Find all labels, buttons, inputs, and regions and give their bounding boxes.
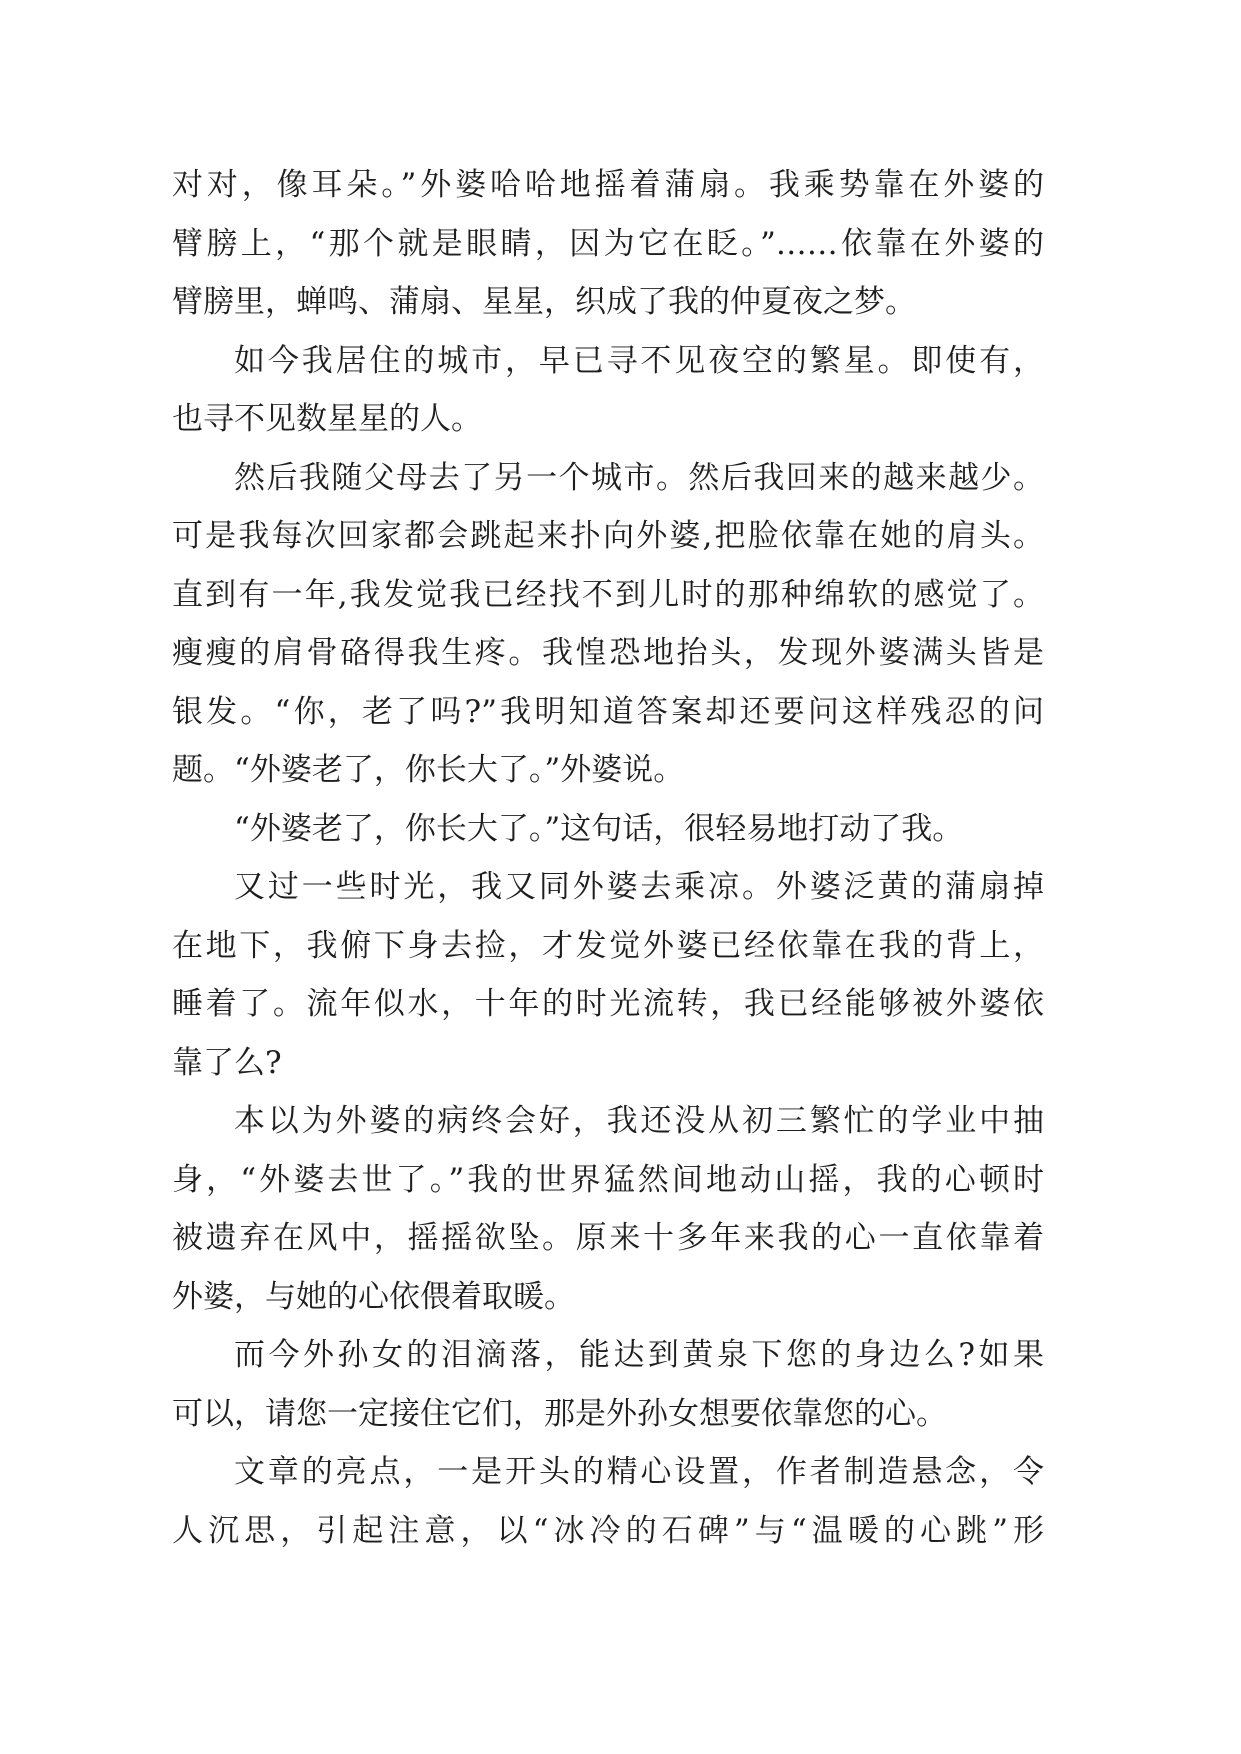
text-line: 也寻不见数星星的人。 — [172, 401, 482, 437]
text-line: 可是我每次回家都会跳起来扑向外婆,把脸依靠在她的肩头。 — [172, 518, 1044, 554]
text-line: 又过一些时光，我又同外婆去乘凉。外婆泛黄的蒲扇掉 — [234, 869, 1044, 905]
paragraph — [172, 156, 1044, 332]
text-line: 身，“外婆去世了。”我的世界猛然间地动山摇，我的心顿时 — [172, 1161, 1044, 1198]
text-line: 靠了么? — [172, 1044, 282, 1081]
text-line: 然后我随父母去了另一个城市。然后我回来的越来越少。 — [234, 459, 1044, 496]
paragraph — [172, 449, 1044, 800]
text-line: 被遗弃在风中，摇摇欲坠。原来十多年来我的心一直依靠着 — [172, 1220, 1044, 1256]
paragraph — [172, 800, 1044, 859]
paragraph — [172, 1326, 1044, 1443]
text-line: 人沉思，引起注意，以“冰冷的石碑”与“温暖的心跳”形 — [172, 1512, 1044, 1549]
text-line: 睡着了。流年似水，十年的时光流转，我已经能够被外婆依 — [172, 986, 1044, 1022]
text-line: 直到有一年,我发觉我已经找不到儿时的那种绵软的感觉了。 — [172, 576, 1044, 613]
text-line: 文章的亮点，一是开头的精心设置，作者制造悬念，令 — [234, 1454, 1044, 1490]
text-line: 如今我居住的城市，早已寻不见夜空的繁星。即使有， — [234, 342, 1044, 379]
text-line: 对对，像耳朵。”外婆哈哈地摇着蒲扇。我乘势靠在外婆的 — [172, 167, 1044, 203]
text-line: 而今外孙女的泪滴落，能达到黄泉下您的身边么?如果 — [234, 1337, 1044, 1373]
text-line: 银发。“你，老了吗?”我明知道答案却还要问这样残忍的问 — [172, 693, 1044, 730]
text-line: 外婆，与她的心依偎着取暖。 — [172, 1278, 575, 1315]
paragraph — [172, 1092, 1044, 1326]
paragraph — [172, 1443, 1044, 1560]
paragraph — [172, 858, 1044, 1092]
text-line: 在地下，我俯下身去捡，才发觉外婆已经依靠在我的背上， — [172, 927, 1044, 964]
text-line: 题。“外婆老了，你长大了。”外婆说。 — [172, 752, 685, 788]
text-line: 臂膀里，蝉鸣、蒲扇、星星，织成了我的仲夏夜之梦。 — [172, 284, 916, 320]
text-line: 臂膀上，“那个就是眼睛，因为它在眨。”……依靠在外婆的 — [172, 225, 1044, 262]
text-line: “外婆老了，你长大了。”这句话，很轻易地打动了我。 — [234, 810, 964, 847]
paragraph — [172, 332, 1044, 449]
text-line: 可以，请您一定接住它们，那是外孙女想要依靠您的心。 — [172, 1395, 947, 1432]
text-line: 瘦瘦的肩骨硌得我生疼。我惶恐地抬头，发现外婆满头皆是 — [172, 635, 1044, 671]
body-text — [172, 156, 1044, 1560]
text-line: 本以为外婆的病终会好，我还没从初三繁忙的学业中抽 — [234, 1103, 1044, 1139]
